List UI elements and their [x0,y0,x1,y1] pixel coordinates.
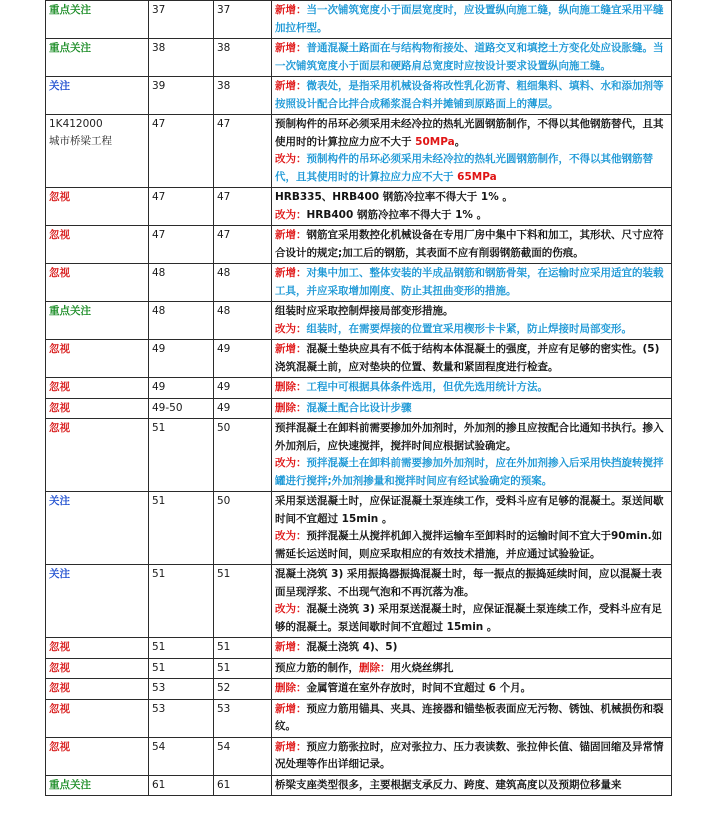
change-text: 65MPa [457,170,497,183]
change-type-label: 新增： [275,42,307,54]
priority-cell [46,419,149,492]
change-description-cell [272,302,672,340]
change-line [275,455,668,490]
new-page-cell: 49 [214,340,272,378]
priority-cell [46,737,149,775]
old-page-cell: 49 [149,378,214,399]
priority-label: 忽视 [49,740,70,753]
new-page-cell: 47 [214,115,272,188]
table-row [46,699,672,737]
priority-cell [46,398,149,419]
change-line [275,400,668,418]
change-text: 预拌混凝土在卸料前需要掺加外加剂时，外加剂的掺且应按配合比通知书执行。掺入外加剂后，应快速搅拌，搅拌时间应根据试验确定。 [275,422,664,452]
change-description-cell [272,658,672,679]
change-type-label: 新增： [275,641,307,653]
change-description-cell [272,264,672,302]
change-line [275,116,668,151]
priority-label: 重点关注 [49,305,91,317]
changes-table-container [45,0,672,796]
change-text: 对集中加工、整体安装的半成品钢筋和钢筋骨架，在运输时应采用适宜的装载工具，并应采取增加刚度、防止其扭曲变形的措施。 [275,267,664,297]
change-text: 预应力筋用锚具、夹具、连接器和锚垫板表面应无污物、锈蚀、机械损伤和裂纹。 [275,702,664,732]
new-page-cell: 54 [214,737,272,775]
change-text: 金属管道在室外存放时，时间不宜超过 6 个月。 [306,682,532,694]
table-row [46,39,672,77]
priority-label: 关注 [49,495,70,507]
changes-table [45,0,672,796]
old-page-cell: 51 [149,658,214,679]
priority-cell [46,638,149,659]
priority-label: 重点关注 [49,4,91,16]
table-row [46,226,672,264]
table-row [46,419,672,492]
priority-cell [46,1,149,39]
change-line [275,528,668,563]
table-row [46,77,672,115]
change-type-label: 新增： [275,267,307,279]
table-row [46,264,672,302]
table-row [46,340,672,378]
change-line [275,227,668,262]
change-text: HRB400 钢筋冷拉率不得大于 1% 。 [306,208,488,221]
table-row [46,378,672,399]
new-page-cell: 48 [214,302,272,340]
change-text: 普通混凝土路面在与结构物衔接处、道路交叉和填挖土方变化处应设胀缝。当一次铺筑宽度小于面层和硬路肩总宽度时应按设计要求设置纵向施工缝。 [275,42,664,72]
old-page-cell: 61 [149,775,214,796]
change-description-cell [272,378,672,399]
change-line [275,493,668,528]
table-row [46,398,672,419]
old-page-cell: 51 [149,638,214,659]
change-type-label: 改为： [275,153,307,165]
change-type-label: 删除： [275,682,307,694]
priority-label: 重点关注 [49,42,91,54]
change-text: 预制构件的吊环必须采用未经冷拉的热轧光圆钢筋制作，不得以其他钢筋替代，且其使用时的计算拉应力应不大于 [275,118,664,148]
change-description-cell [272,115,672,188]
change-line [275,265,668,300]
old-page-cell: 51 [149,565,214,638]
change-text: 桥梁支座类型很多，主要根据支承反力、跨度、建筑高度以及预期位移量来 [275,778,622,791]
priority-cell [46,39,149,77]
priority-cell [46,302,149,340]
new-page-cell: 37 [214,1,272,39]
new-page-cell: 50 [214,419,272,492]
priority-label: 忽视 [49,343,70,355]
new-page-cell: 38 [214,77,272,115]
priority-cell [46,264,149,302]
change-type-label: 改为： [275,530,307,542]
priority-label: 忽视 [49,267,70,279]
priority-cell [46,188,149,226]
old-page-cell: 39 [149,77,214,115]
priority-cell [46,658,149,679]
change-text: 混凝土浇筑 3) 采用振捣器振捣混凝土时，每一振点的振捣延续时间，应以混凝土表面呈现浮浆、不出现气泡和不再沉落为准。 [275,568,662,598]
table-row [46,638,672,659]
priority-label: 忽视 [49,702,70,715]
change-text: 预应力筋的制作， [275,661,359,674]
new-page-cell: 50 [214,492,272,565]
change-line [275,321,668,339]
priority-label: 1K412000 [49,118,103,130]
change-line [275,739,668,774]
change-line [275,303,668,321]
change-line [275,40,668,75]
priority-label: 忽视 [49,422,70,434]
priority-label: 忽视 [49,661,70,674]
change-line [275,341,668,376]
change-description-cell [272,398,672,419]
table-row [46,737,672,775]
change-text: 混凝土垫块应具有不低于结构本体混凝土的强度，并应有足够的密实性。(5) 浇筑混凝土前，应对垫块的位置、数量和紧固程度进行检查。 [275,343,660,373]
table-row [46,658,672,679]
priority-label: 忽视 [49,641,70,653]
change-description-cell [272,679,672,700]
change-type-label: 改为： [275,603,307,615]
change-text: 混凝土浇筑 4)、5) [306,641,398,653]
priority-label: 忽视 [49,381,70,393]
change-line [275,601,668,636]
change-text: 50MPa [415,135,455,148]
change-type-label: 新增： [275,229,307,241]
change-line [275,639,668,657]
table-row [46,679,672,700]
change-line [275,680,668,698]
new-page-cell: 49 [214,398,272,419]
change-type-label: 改为： [275,208,307,221]
table-row [46,115,672,188]
change-description-cell [272,1,672,39]
change-description-cell [272,340,672,378]
change-type-label: 删除： [275,381,307,393]
old-page-cell: 49 [149,340,214,378]
change-description-cell [272,565,672,638]
old-page-cell: 48 [149,302,214,340]
change-type-label: 新增： [275,80,307,92]
change-line [275,777,668,795]
old-page-cell: 37 [149,1,214,39]
priority-label: 忽视 [49,401,70,414]
change-text: 混凝土配合比设计步骤 [306,401,412,414]
old-page-cell: 47 [149,188,214,226]
priority-cell [46,565,149,638]
change-line [275,420,668,455]
change-text: 混凝土浇筑 3) 采用泵送混凝土时，应保证混凝土泵连续工作，受料斗应有足够的混凝土。泵送间歇时间不宜超过 15min 。 [275,603,662,633]
change-text: 当一次铺筑宽度小于面层宽度时，应设置纵向施工缝，纵向施工缝宜采用平缝加拉杆型。 [275,4,664,34]
old-page-cell: 51 [149,492,214,565]
change-type-label: 新增： [275,740,307,753]
change-description-cell [272,699,672,737]
change-line [275,2,668,37]
priority-label: 关注 [49,80,70,92]
change-text: 预拌混凝土在卸料前需要掺加外加剂时，应在外加剂掺入后采用快挡旋转搅拌罐进行搅拌;外加剂掺量和搅拌时间应有经试验确定的预案。 [275,457,664,487]
old-page-cell: 38 [149,39,214,77]
change-text: 用火烧丝绑扎 [390,661,454,674]
change-type-label: 删除： [275,401,307,414]
table-row [46,565,672,638]
priority-cell [46,226,149,264]
priority-label: 重点关注 [49,778,91,791]
change-type-label: 改为： [275,457,307,469]
table-row [46,302,672,340]
new-page-cell: 47 [214,188,272,226]
change-text: 预拌混凝土从搅拌机卸入搅拌运输车至卸料时的运输时间不宜大于90min.如需延长运送时间，则应采取相应的有效技术措施，并应通过试验验证。 [275,530,663,560]
priority-label: 忽视 [49,229,70,241]
change-description-cell [272,188,672,226]
priority-cell [46,77,149,115]
change-type-label: 删除： [359,661,391,674]
priority-cell [46,115,149,188]
change-type-label: 改为： [275,322,307,335]
change-text: 钢筋宜采用数控化机械设备在专用厂房中集中下料和加工，其形状、尺寸应符合设计的规定;加工后的钢筋，其表面不应有削弱钢筋截面的伤痕。 [275,229,664,259]
change-line [275,189,668,207]
change-line [275,379,668,397]
change-text: 预应力筋张拉时，应对张拉力、压力表读数、张拉伸长值、锚固回缩及异常情况处理等作出详细记录。 [275,740,664,770]
table-row [46,775,672,796]
change-description-cell [272,77,672,115]
change-description-cell [272,492,672,565]
change-text: HRB335、HRB400 钢筋冷拉率不得大于 1% 。 [275,191,513,203]
table-body [46,1,672,796]
change-line [275,701,668,736]
change-description-cell [272,737,672,775]
change-type-label: 新增： [275,4,307,16]
change-line [275,207,668,225]
priority-label: 关注 [49,568,70,580]
change-line [275,151,668,186]
old-page-cell: 49-50 [149,398,214,419]
old-page-cell: 53 [149,679,214,700]
change-text: 组装时，在需要焊接的位置宜采用楔形卡卡紧，防止焊接时局部变形。 [306,322,632,335]
priority-cell [46,378,149,399]
new-page-cell: 48 [214,264,272,302]
priority-label: 忽视 [49,682,70,694]
change-text: 微表处，是指采用机械设备将改性乳化沥青、粗细集料、填料、水和添加剂等按照设计配合比拌合成稀浆混合料并摊铺到原路面上的薄层。 [275,80,664,110]
new-page-cell: 53 [214,699,272,737]
change-line [275,566,668,601]
change-text: 采用泵送混凝土时，应保证混凝土泵连续工作，受料斗应有足够的混凝土。泵送间歇时间不宜超过 15min 。 [275,495,664,525]
priority-cell [46,492,149,565]
table-row [46,492,672,565]
old-page-cell: 48 [149,264,214,302]
change-description-cell [272,775,672,796]
change-description-cell [272,419,672,492]
new-page-cell: 49 [214,378,272,399]
new-page-cell: 51 [214,638,272,659]
table-row [46,1,672,39]
priority-label: 城市桥梁工程 [49,135,112,147]
change-text: 组装时应采取控制焊接局部变形措施。 [275,305,454,317]
new-page-cell: 47 [214,226,272,264]
priority-label: 忽视 [49,191,70,203]
priority-cell [46,699,149,737]
old-page-cell: 51 [149,419,214,492]
change-line [275,660,668,678]
change-text: 预制构件的吊环必须采用未经冷拉的热轧光圆钢筋制作，不得以其他钢筋替代，且其使用时的计算拉应力应不大于 [275,153,653,183]
change-description-cell [272,638,672,659]
old-page-cell: 47 [149,226,214,264]
priority-cell [46,775,149,796]
change-line [275,78,668,113]
old-page-cell: 54 [149,737,214,775]
old-page-cell: 47 [149,115,214,188]
change-type-label: 新增： [275,702,307,715]
new-page-cell: 38 [214,39,272,77]
new-page-cell: 51 [214,565,272,638]
old-page-cell: 53 [149,699,214,737]
change-text: 工程中可根据具体条件选用，但优先选用统计方法。 [306,381,548,393]
change-description-cell [272,39,672,77]
new-page-cell: 51 [214,658,272,679]
priority-cell [46,340,149,378]
table-row [46,188,672,226]
change-text: 。 [454,135,466,148]
priority-cell [46,679,149,700]
new-page-cell: 61 [214,775,272,796]
new-page-cell: 52 [214,679,272,700]
change-type-label: 新增： [275,343,307,355]
change-description-cell [272,226,672,264]
